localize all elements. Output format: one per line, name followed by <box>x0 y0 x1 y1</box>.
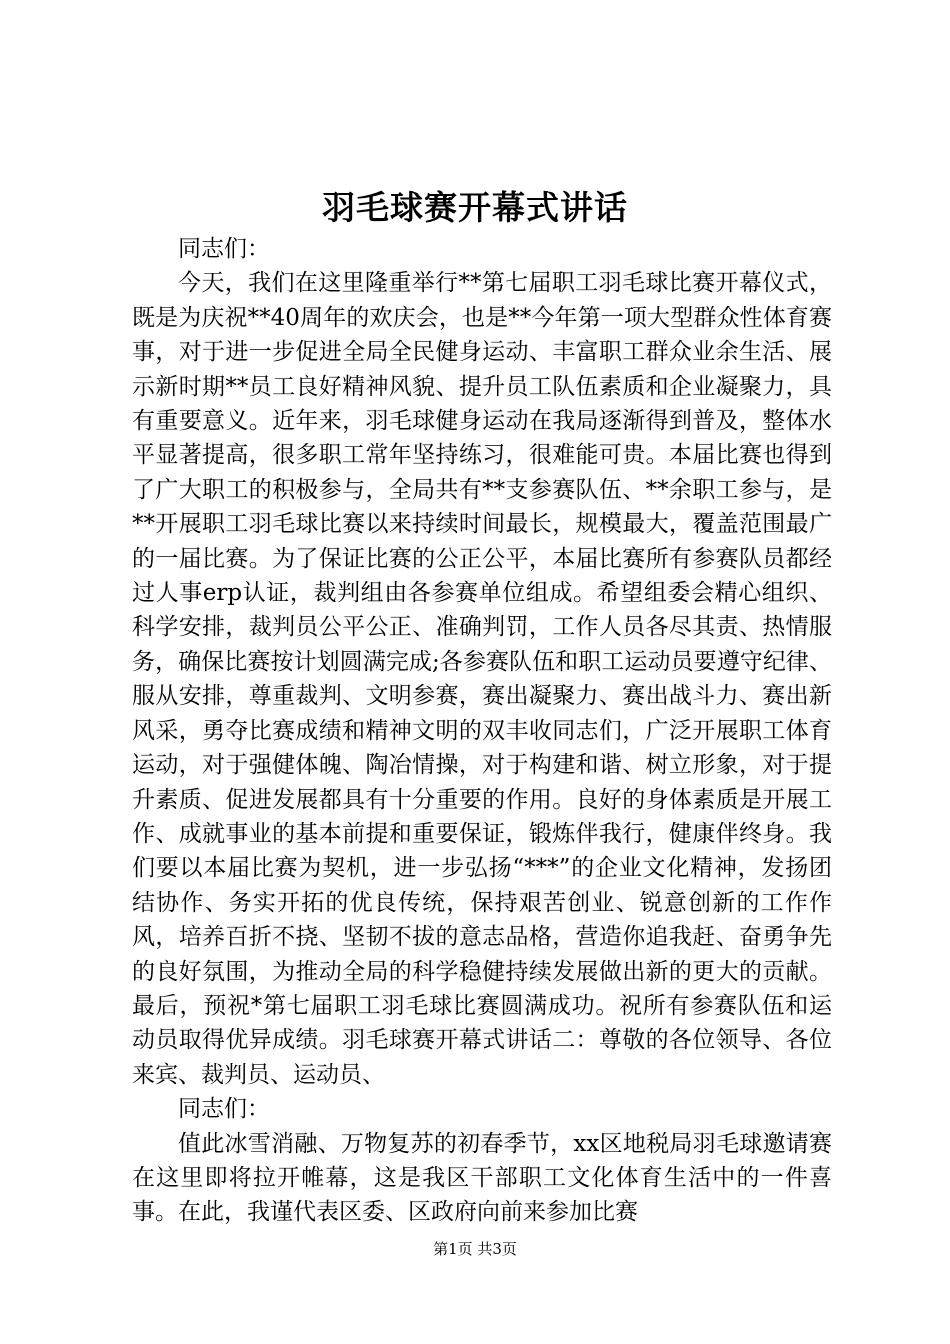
document-title: 羽毛球赛开幕式讲话 <box>322 188 628 227</box>
page-number-footer: 第1页 共3页 <box>433 1240 517 1258</box>
body-paragraph: 今天，我们在这里隆重举行**第七届职工羽毛球比赛开幕仪式，既是为庆祝**40周年的欢庆会，也是**今年第一项大型群众性体育赛事，对于进一步促进全局全民健身运动、丰富职工群众业余生活、展示新时期**员工良好精神风貌、提升员工队伍素质和企业凝聚力，具有重要意义。近年来，羽毛球健身运动在我局逐渐得到普及，整体水平显著提高，很多职工常年坚持练习，很难能可贵。本届比赛也得到了广大职工的积极参与，全局共有**支参赛队伍、**余职工参与，是**开展职工羽毛球比赛以来持续时间最长，规模最大，覆盖范围最广的一届比赛。为了保证比赛的公正公平，本届比赛所有参赛队员都经过人事erp认证，裁判组由各参赛单位组成。希望组委会精心组织、科学安排，裁判员公平公正、准确判罚，工作人员各尽其责、热情服务，确保比赛按计划圆满完成;各参赛队伍和职工运动员要遵守纪律、服从安排，尊重裁判、文明参赛，赛出凝聚力、赛出战斗力、赛出新风采，勇夺比赛成绩和精神文明的双丰收同志们，广泛开展职工体育运动，对于强健体魄、陶冶情操，对于构建和谐、树立形象，对于提升素质、促进发展都具有十分重要的作用。良好的身体素质是开展工作、成就事业的基本前提和重要保证，锻炼伴我行，健康伴终身。我们要以本届比赛为契机，进一步弘扬“***”的企业文化精神，发扬团结协作、务实开拓的优良传统，保持艰苦创业、锐意创新的工作作风，培养百折不挠、坚韧不拔的意志品格，营造你追我赶、奋勇争先的良好氛围，为推动全局的科学稳健持续发展做出新的更大的贡献。最后，预祝*第七届职工羽毛球比赛圆满成功。祝所有参赛队伍和运动员取得优异成绩。羽毛球赛开幕式讲话二：尊敬的各位领导、各位来宾、裁判员、运动员、 <box>132 270 832 1088</box>
salutation-paragraph: 同志们： <box>178 1096 270 1123</box>
document-body <box>132 232 832 1230</box>
salutation-paragraph: 同志们： <box>178 236 270 262</box>
body-paragraph: 值此冰雪消融、万物复苏的初春季节，xx区地税局羽毛球邀请赛在这里即将拉开帷幕，这是我区干部职工文化体育生活中的一件喜事。在此，我谨代表区委、区政府向前来参加比赛 <box>132 1130 832 1226</box>
